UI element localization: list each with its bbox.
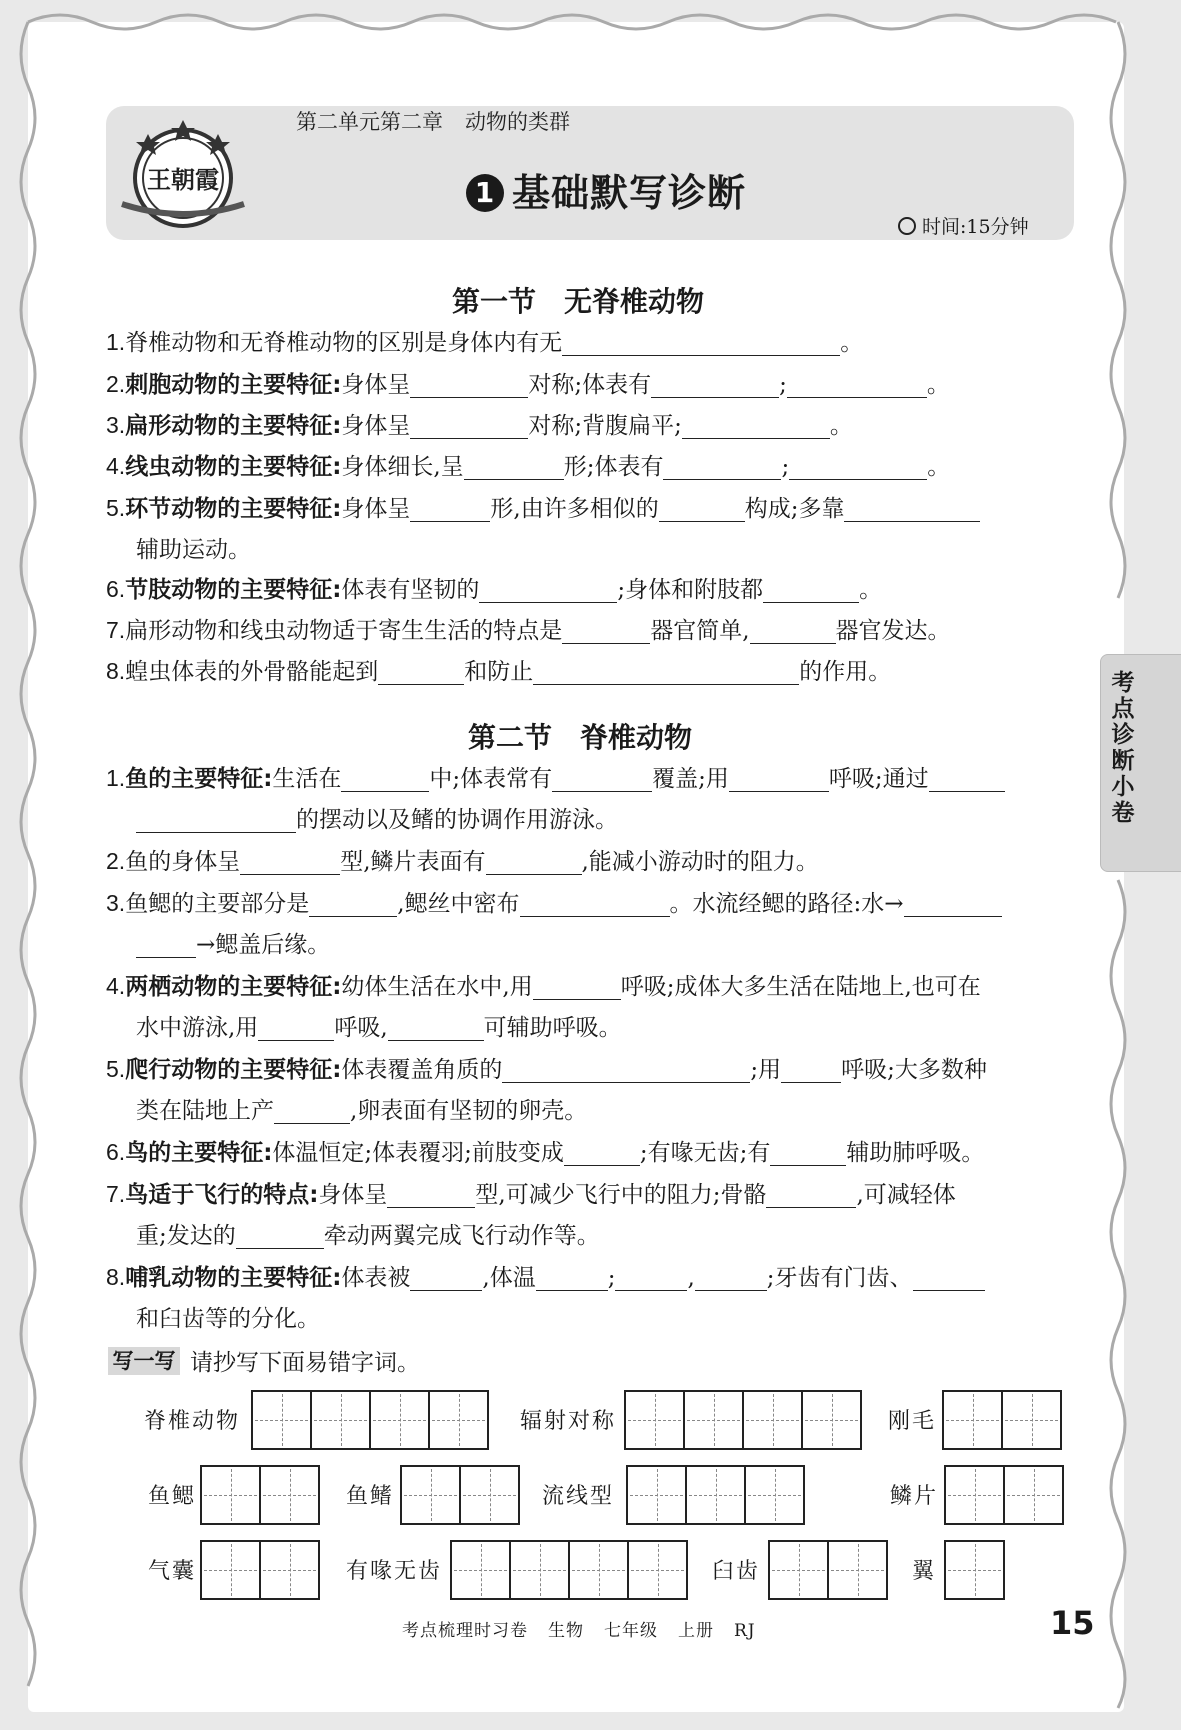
s2-question-8: 8.哺乳动物的主要特征:体表被 ,体温 ; , ;牙齿有门齿、 和臼齿等的分化。	[106, 1257, 1076, 1340]
s2-question-3: 3.鱼鳃的主要部分是 ,鳃丝中密布 。水流经鳃的路径:水→ →鳃盖后缘。	[106, 883, 1076, 966]
answer-blank[interactable]	[552, 765, 652, 792]
footer-grade: 七年级	[604, 1621, 658, 1641]
answer-blank[interactable]	[378, 658, 464, 685]
writing-badge: 写一写	[108, 1347, 180, 1375]
answer-blank[interactable]	[929, 765, 1005, 792]
writing-grid[interactable]	[626, 1465, 805, 1525]
svg-text:王朝霞: 王朝霞	[147, 165, 219, 194]
answer-blank[interactable]	[659, 495, 745, 522]
writing-grid[interactable]	[200, 1540, 320, 1600]
answer-blank[interactable]	[913, 1264, 985, 1291]
answer-blank[interactable]	[533, 658, 799, 685]
answer-blank[interactable]	[136, 931, 196, 958]
s1-question-8: 8.蝗虫体表的外骨骼能起到 和防止 的作用。	[106, 658, 892, 685]
writing-instruction: 请抄写下面易错字词。	[190, 1350, 420, 1376]
section2-title: 第二节 脊椎动物	[468, 721, 693, 754]
answer-blank[interactable]	[258, 1014, 334, 1041]
answer-blank[interactable]	[651, 371, 779, 398]
answer-blank[interactable]	[236, 1222, 324, 1249]
answer-blank[interactable]	[615, 1264, 687, 1291]
answer-blank[interactable]	[781, 1056, 841, 1083]
writing-grid[interactable]	[944, 1465, 1064, 1525]
s2-question-5: 5.爬行动物的主要特征:体表覆盖角质的 ;用 呼吸;大多数种 类在陆地上产 ,卵表面有坚韧的卵壳。	[106, 1056, 987, 1124]
writing-grid[interactable]	[944, 1540, 1005, 1600]
answer-blank[interactable]	[520, 890, 670, 917]
s1-question-7: 7.扁形动物和线虫动物适于寄生生活的特点是 器官简单, 器官发达。	[106, 617, 951, 644]
answer-blank[interactable]	[763, 576, 859, 603]
answer-blank[interactable]	[844, 495, 980, 522]
time-text: 时间:15分钟	[922, 216, 1029, 238]
chapter-label: 第二单元第二章	[296, 110, 443, 134]
word-label: 臼齿	[712, 1559, 761, 1584]
answer-blank[interactable]	[240, 848, 340, 875]
s2-question-6: 6.鸟的主要特征:体温恒定;体表覆羽;前肢变成 ;有喙无齿;有 辅助肺呼吸。	[106, 1139, 985, 1166]
answer-blank[interactable]	[388, 1014, 484, 1041]
answer-blank[interactable]	[502, 1056, 750, 1083]
word-label: 鱼鳃	[148, 1484, 197, 1509]
answer-blank[interactable]	[787, 371, 927, 398]
answer-blank[interactable]	[750, 617, 836, 644]
chapter-breadcrumb	[296, 106, 592, 136]
time-limit	[898, 212, 1029, 239]
answer-blank[interactable]	[274, 1097, 350, 1124]
answer-blank[interactable]	[410, 495, 490, 522]
s1-question-5: 5.环节动物的主要特征:身体呈 形,由许多相似的 构成;多靠 辅助运动。	[106, 488, 1076, 571]
section1-title: 第一节 无脊椎动物	[452, 285, 705, 318]
answer-blank[interactable]	[533, 973, 621, 1000]
s1-question-1: 1.脊椎动物和无脊椎动物的区别是身体内有无 。	[106, 329, 864, 356]
answer-blank[interactable]	[562, 329, 840, 356]
word-label: 脊椎动物	[144, 1409, 241, 1434]
title-text: 基础默写诊断	[512, 171, 747, 215]
s1-question-2: 2.刺胞动物的主要特征:身体呈 对称;体表有 ; 。	[106, 371, 950, 398]
writing-grid[interactable]	[251, 1390, 489, 1450]
s2-question-4: 4.两栖动物的主要特征:幼体生活在水中,用 呼吸;成体大多生活在陆地上,也可在 水中游泳,用 呼吸, 可辅助呼吸。	[106, 973, 981, 1041]
word-label: 辐射对称	[520, 1409, 617, 1434]
answer-blank[interactable]	[486, 848, 582, 875]
s2-question-7: 7.鸟适于飞行的特点:身体呈 型,可减少飞行中的阻力;骨骼 ,可减轻体 重;发达的 牵动两翼完成飞行动作等。	[106, 1181, 956, 1249]
answer-blank[interactable]	[410, 1264, 482, 1291]
word-label: 气囊	[148, 1559, 197, 1584]
word-label: 有喙无齿	[346, 1559, 443, 1584]
answer-blank[interactable]	[341, 765, 429, 792]
word-label: 流线型	[542, 1484, 615, 1509]
answer-blank[interactable]	[387, 1181, 475, 1208]
answer-blank[interactable]	[663, 453, 781, 480]
footer-subject: 生物	[548, 1621, 584, 1641]
footer	[402, 1616, 776, 1641]
answer-blank[interactable]	[729, 765, 829, 792]
answer-blank[interactable]	[789, 453, 927, 480]
s1-question-6: 6.节肢动物的主要特征:体表有坚韧的 ;身体和附肢都 。	[106, 576, 883, 603]
word-label: 翼	[912, 1559, 937, 1584]
footer-edition: RJ	[734, 1621, 756, 1641]
s1-question-4: 4.线虫动物的主要特征:身体细长,呈 形;体表有 ; 。	[106, 453, 951, 480]
answer-blank[interactable]	[904, 890, 1002, 917]
answer-blank[interactable]	[410, 371, 528, 398]
footer-series: 考点梳理时习卷	[402, 1621, 528, 1641]
writing-grid[interactable]	[624, 1390, 862, 1450]
side-tab-label: 考点诊断小卷	[1111, 670, 1135, 826]
answer-blank[interactable]	[766, 1181, 856, 1208]
s2-question-1: 1.鱼的主要特征:生活在 中;体表常有 覆盖;用 呼吸;通过 的摆动以及鳍的协调作用游泳。	[106, 758, 1076, 841]
answer-blank[interactable]	[410, 412, 528, 439]
answer-blank[interactable]	[479, 576, 617, 603]
footer-volume: 上册	[678, 1621, 714, 1641]
word-label: 鳞片	[890, 1484, 939, 1509]
answer-blank[interactable]	[562, 617, 650, 644]
writing-grid[interactable]	[400, 1465, 520, 1525]
writing-grid[interactable]	[768, 1540, 888, 1600]
page-title	[466, 162, 746, 217]
topic-label: 动物的类群	[465, 110, 570, 134]
s2-question-2: 2.鱼的身体呈 型,鳞片表面有 ,能减小游动时的阻力。	[106, 848, 819, 875]
number-badge: 1	[466, 174, 504, 212]
answer-blank[interactable]	[136, 806, 296, 833]
answer-blank[interactable]	[695, 1264, 767, 1291]
answer-blank[interactable]	[464, 453, 564, 480]
answer-blank[interactable]	[682, 412, 830, 439]
clock-icon	[898, 217, 916, 235]
page-number: 15	[1050, 1604, 1095, 1642]
answer-blank[interactable]	[770, 1139, 846, 1166]
answer-blank[interactable]	[564, 1139, 640, 1166]
writing-grid[interactable]	[942, 1390, 1062, 1450]
s1-question-3: 3.扁形动物的主要特征:身体呈 对称;背腹扁平; 。	[106, 412, 853, 439]
word-label: 刚毛	[888, 1409, 937, 1434]
brand-logo	[118, 112, 248, 230]
answer-blank[interactable]	[536, 1264, 608, 1291]
writing-grid[interactable]	[200, 1465, 320, 1525]
word-label: 鱼鳍	[346, 1484, 395, 1509]
writing-grid[interactable]	[450, 1540, 688, 1600]
answer-blank[interactable]	[309, 890, 397, 917]
